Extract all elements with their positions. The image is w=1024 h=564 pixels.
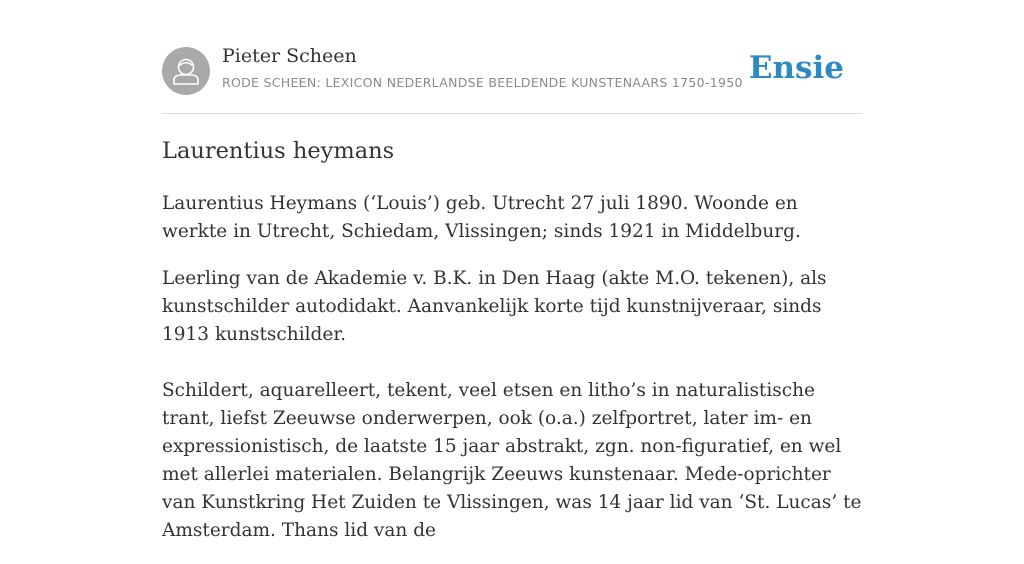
ensie-logo[interactable]: Ensie xyxy=(748,50,844,86)
page-title: Laurentius heymans xyxy=(162,138,395,164)
article-header xyxy=(162,0,862,114)
source-title[interactable]: RODE SCHEEN: LEXICON NEDERLANDSE BEELDENDE KUNSTENAARS 1750-1950 xyxy=(222,75,743,90)
article-card xyxy=(162,0,862,541)
article-body xyxy=(162,190,862,564)
article-paragraph: Laurentius Heymans (‘Louis’) geb. Utrecht 27 juli 1890. Woonde en werkte in Utrecht, Schiedam, Vlissingen; sinds 1921 in Middelburg. xyxy=(162,193,801,242)
user-icon xyxy=(162,47,210,95)
article-paragraph: Leerling van de Akademie v. B.K. in Den Haag (akte M.O. tekenen), als kunstschilder autodidakt. Aanvankelijk korte tijd kunstnijveraar, sinds 1913 kunstschilder. Schildert, aquarelleert, tekent, veel etsen en litho’s in naturalistische trant, liefst Zeeuwse onderwerpen, ook (o.a.) zelfportret, later im- en expressionistisch, de laatste 15 jaar abstrakt, zgn. non-figuratief, en wel met allerlei materialen. Belangrijk Zeeuws kunstenaar. Mede-oprichter van Kunstkring Het Zuiden te Vlissingen, was 14 jaar lid van ‘St. Lucas’ te Amsterdam. Thans lid van de xyxy=(162,268,862,541)
avatar[interactable] xyxy=(162,47,210,95)
author-name[interactable]: Pieter Scheen xyxy=(222,45,357,67)
